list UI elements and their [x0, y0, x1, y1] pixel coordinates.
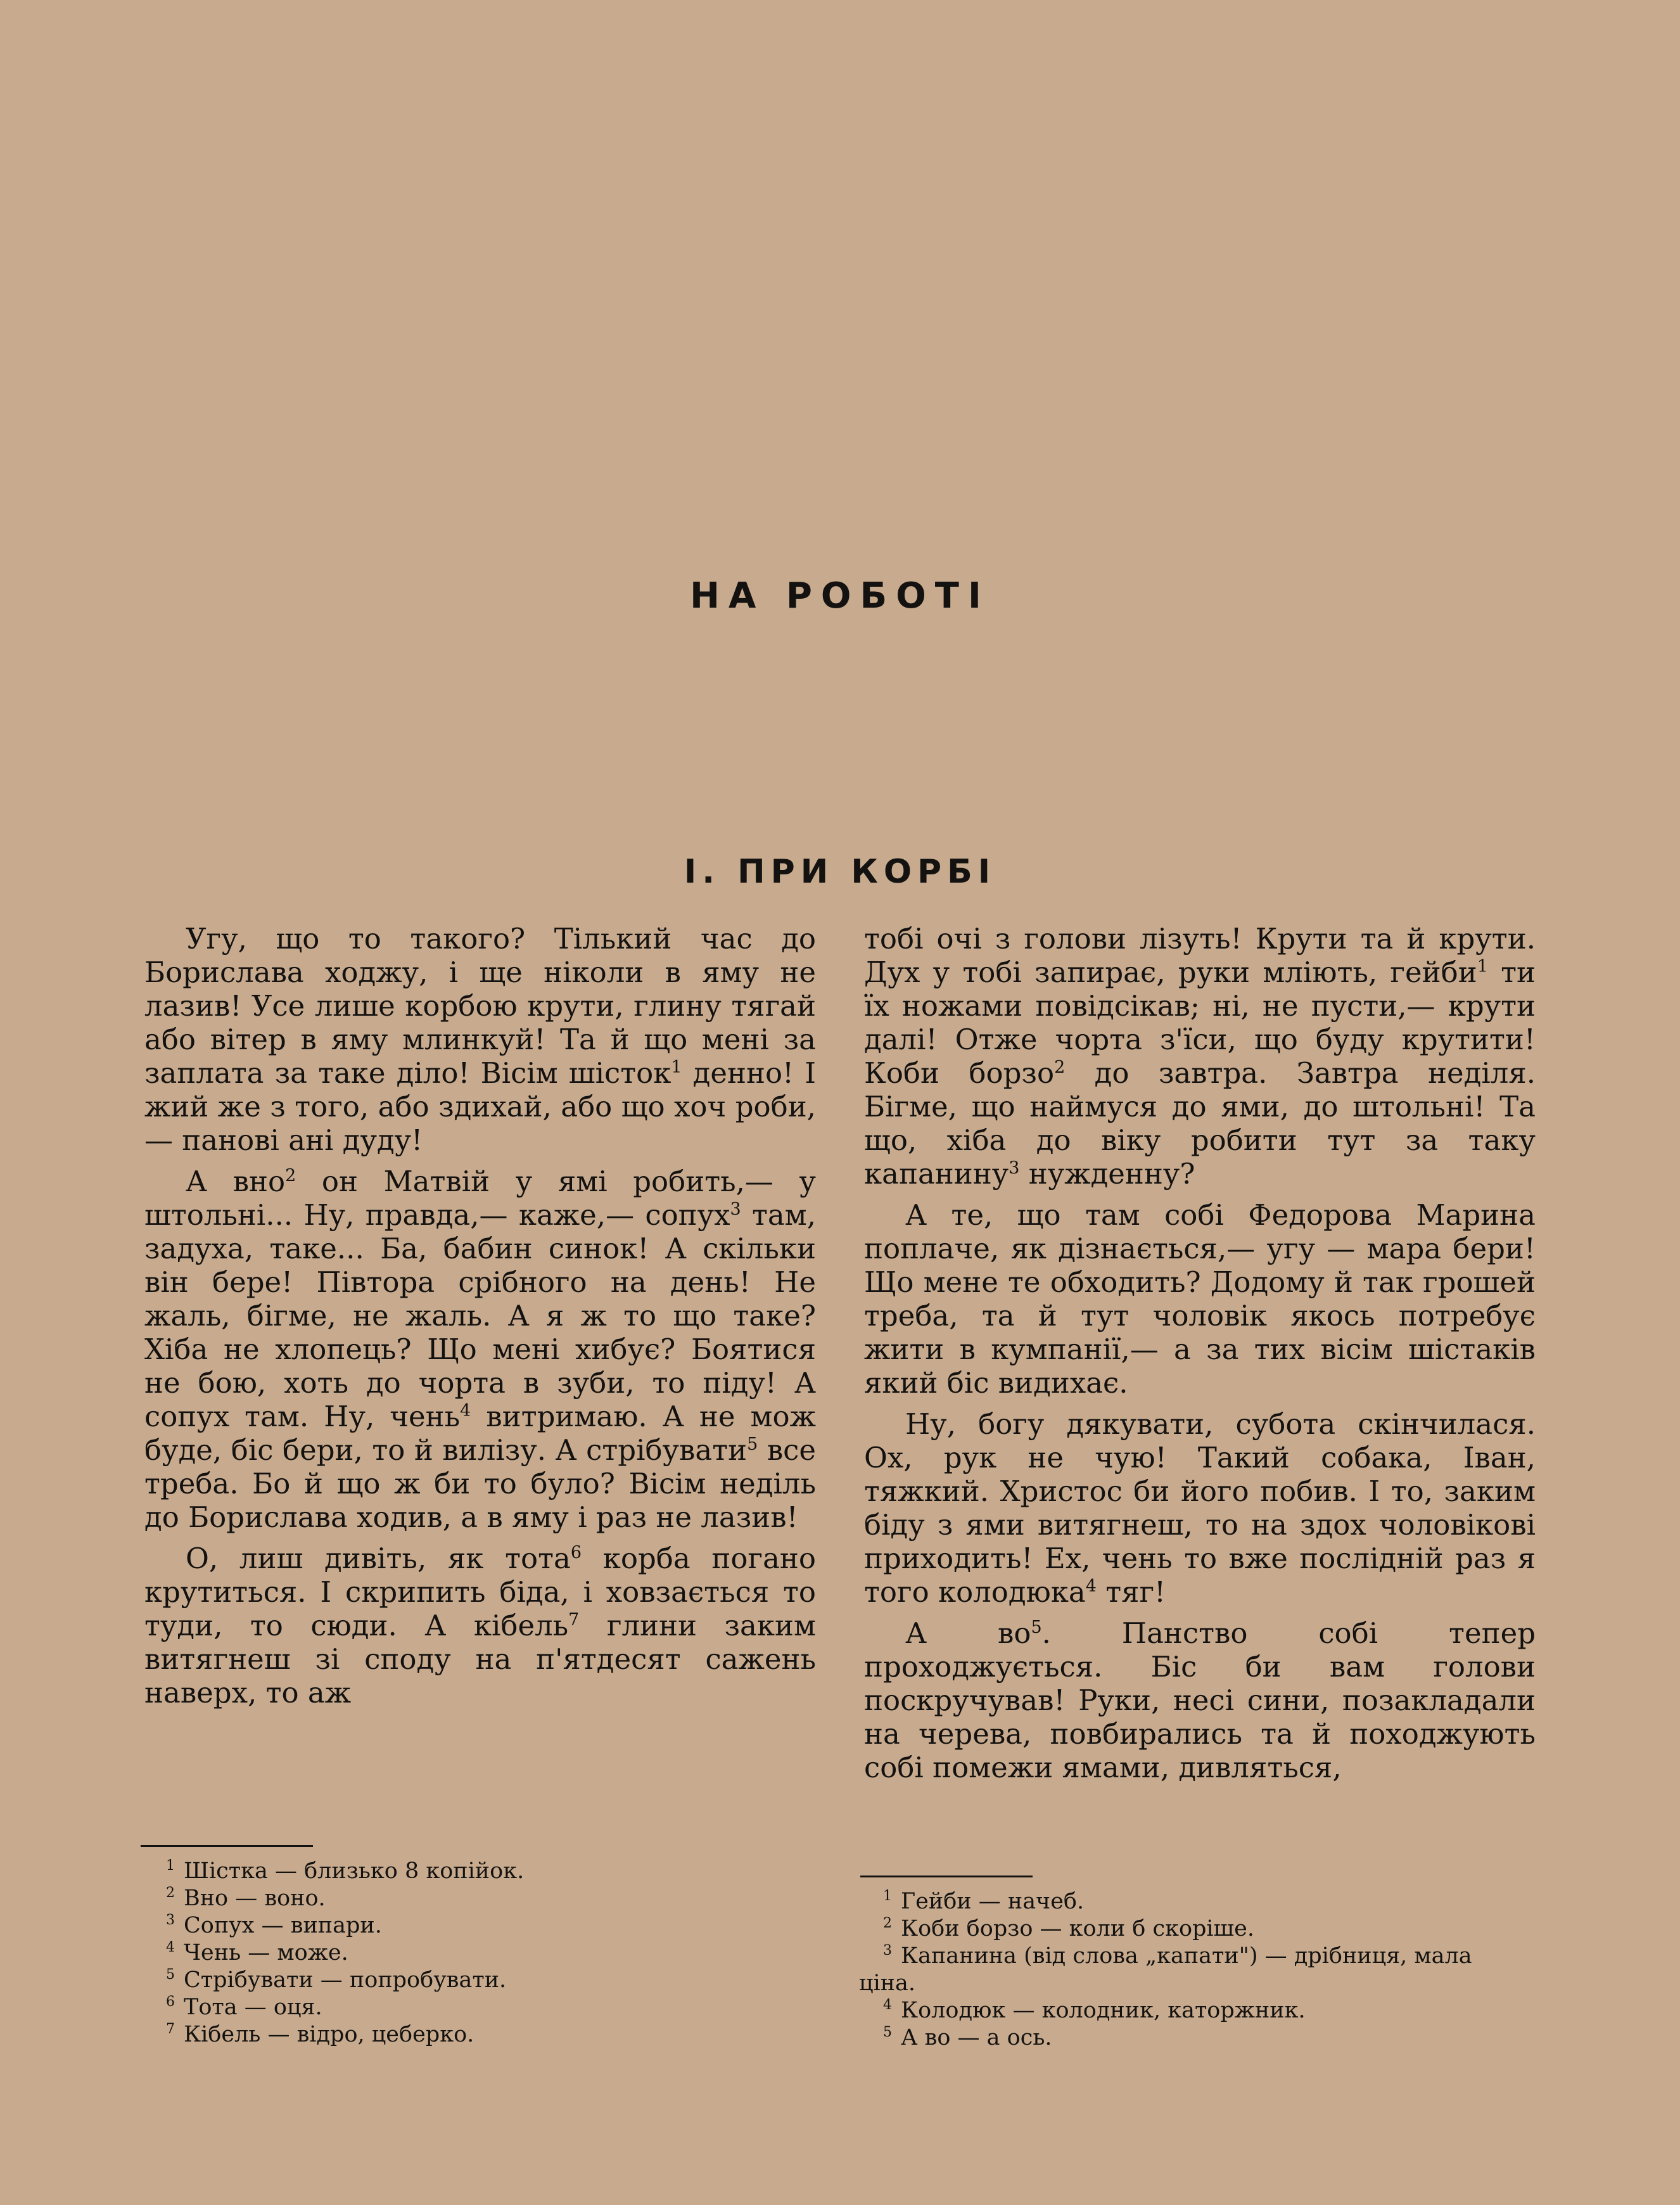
footnote — [859, 1997, 1530, 2024]
footnote-text: Чень — може. — [184, 1940, 348, 1965]
footnote-number: 4 — [883, 1997, 892, 2014]
page-title: НА РОБОТІ — [690, 575, 990, 617]
footnote-marker: 2 — [285, 1166, 296, 1186]
left-text-column — [144, 922, 816, 1822]
text-run: он Матвій у ямі робить,— у штольні... Ну, правда,— каже,— сопух — [144, 1165, 816, 1232]
footnote — [166, 2021, 837, 2048]
section-title: І. ПРИ КОРБІ — [684, 853, 996, 891]
footnote-divider-left — [141, 1845, 313, 1847]
footnotes-right — [859, 1888, 1530, 2052]
paragraph — [864, 1407, 1536, 1609]
footnote-text: Стрібувати — попробувати. — [184, 1967, 507, 1993]
footnote — [859, 1943, 1530, 1997]
text-run: нужденну? — [1019, 1157, 1195, 1191]
footnote-text: Тота — оця. — [184, 1995, 322, 2020]
footnote — [166, 1967, 837, 1994]
text-run: тяг! — [1096, 1575, 1166, 1609]
footnote-text: Кібель — відро, цеберко. — [184, 2022, 474, 2047]
text-run: до завтра. Завтра неділя. Бігме, що наймуся до ями, до штольні! Та що, хіба до віку робити тут за таку капанину — [864, 1056, 1536, 1191]
text-run: витримаю. А не мож буде, біс бери, то й вилізу. А стрібувати — [144, 1400, 817, 1467]
text-run: О, лиш дивіть, як тота — [186, 1542, 571, 1575]
footnote-number: 1 — [883, 1888, 892, 1905]
footnote-number: 5 — [166, 1967, 175, 1983]
paragraph — [864, 1616, 1536, 1784]
footnotes-left — [166, 1858, 837, 2048]
footnote — [859, 1888, 1530, 1915]
footnote-number: 1 — [166, 1858, 175, 1874]
footnote-marker: 1 — [1477, 957, 1488, 976]
footnote — [166, 1885, 837, 1912]
footnote-marker: 2 — [1054, 1058, 1066, 1077]
footnote-marker: 5 — [1031, 1618, 1042, 1637]
text-run: там, задуха, таке... Ба, бабин синок! А скільки він бере! Півтора срібного на день! Не жаль, бігме, не жаль. А я ж то що таке? Хіба не хлопець? Що мені хибує? Боятися не бою, хоть до чорта в зуби, то піду! А сопух там. Ну, чень — [144, 1198, 816, 1433]
footnote — [166, 1940, 837, 1967]
footnote-marker: 6 — [570, 1543, 582, 1563]
footnote — [166, 1994, 837, 2021]
text-run: ти їх ножами повідсікав; ні, не пусти,— крути далі! Отже чорта з'їси, що буду крутити! Коби борзо — [864, 955, 1536, 1090]
footnote-marker: 3 — [730, 1199, 741, 1219]
footnote-marker: 4 — [1085, 1576, 1097, 1596]
right-text-column — [864, 922, 1536, 1822]
text-run: денно! І жий же з того, або здихай, або що хоч роби,— панові ані дуду! — [144, 1056, 816, 1157]
text-run: все треба. Бо й що ж би то було? Вісім неділь до Борислава ходив, а в яму і раз не лазив! — [144, 1433, 816, 1534]
text-run: . Панство собі тепер проходжується. Біс би вам голови поскручував! Руки, несі сини, позакладали на черева, повбирались та й походжують собі помежи ямами, дивляться, — [864, 1616, 1536, 1784]
footnote-number: 7 — [166, 2021, 175, 2038]
text-run: А во — [905, 1616, 1031, 1650]
footnote-number: 2 — [166, 1885, 175, 1901]
paragraph — [144, 922, 816, 1157]
text-run: А те, що там собі Федорова Марина поплаче, як дізнається,— угу — мара бери! Що мене те обходить? Додому й так грошей треба, та й тут чоловік якось потребує жити в кумпанії,— а за тих вісім шістаків який біс видихає. — [864, 1198, 1536, 1400]
text-run: Ну, богу дякувати, субота скінчилася. Ох, рук не чую! Такий собака, Іван, тяжкий. Христос би його побив. І то, заким біду з ями витягнеш, то на здох чоловікові приходить! Ех, чень то вже послідній раз я того колодюка — [864, 1407, 1536, 1609]
text-run: корба погано крутиться. І скрипить біда, і ховзається то туди, то сюди. А кібель — [144, 1542, 816, 1642]
footnote-text: Коби борзо — коли б скоріше. — [901, 1916, 1255, 1941]
paragraph — [144, 1165, 816, 1534]
footnote-text: А во — а ось. — [901, 2025, 1052, 2050]
footnote-number: 3 — [166, 1912, 175, 1929]
footnote-number: 2 — [883, 1915, 892, 1932]
footnote-marker: 7 — [568, 1610, 580, 1630]
footnote-marker: 4 — [460, 1401, 471, 1421]
footnote — [166, 1858, 837, 1885]
text-run: тобі очі з голови лізуть! Крути та й крути. Дух у тобі запирає, руки мліють, гейби — [864, 922, 1536, 989]
footnote-divider-right — [860, 1876, 1033, 1877]
footnote-number: 5 — [883, 2024, 892, 2041]
footnote-marker: 5 — [747, 1435, 758, 1454]
footnote-text: Шістка — близько 8 копійок. — [184, 1858, 525, 1884]
paragraph — [144, 1542, 816, 1710]
footnote — [166, 1912, 837, 1940]
text-run: А вно — [186, 1165, 286, 1198]
footnote-text: Капанина (від слова „капати") — дрібниця, мала ціна. — [859, 1943, 1472, 1996]
text-run: глини заким витягнеш зі споду на п'ятдесят сажень наверх, то аж — [144, 1609, 816, 1710]
paragraph — [864, 922, 1536, 1191]
footnote-text: Гейби — начеб. — [901, 1889, 1085, 1914]
footnote — [859, 1915, 1530, 1943]
text-run: Угу, що то такого? Тілький час до Борислава ходжу, і ще ніколи в яму не лазив! Усе лише корбою крути, глину тягай або вітер в яму млинкуй! Та й що мені за заплата за таке діло! Вісім шісток — [144, 922, 816, 1090]
footnote-text: Сопух — випари. — [184, 1913, 382, 1938]
paragraph — [864, 1198, 1536, 1400]
footnote-text: Колодюк — колодник, каторжник. — [901, 1998, 1306, 2023]
footnote-number: 3 — [883, 1943, 892, 1959]
footnote-number: 6 — [166, 1994, 175, 2010]
footnote-text: Вно — воно. — [184, 1886, 326, 1911]
footnote-marker: 3 — [1009, 1158, 1020, 1178]
footnote — [859, 2024, 1530, 2052]
footnote-number: 4 — [166, 1940, 175, 1956]
footnote-marker: 1 — [671, 1058, 682, 1077]
